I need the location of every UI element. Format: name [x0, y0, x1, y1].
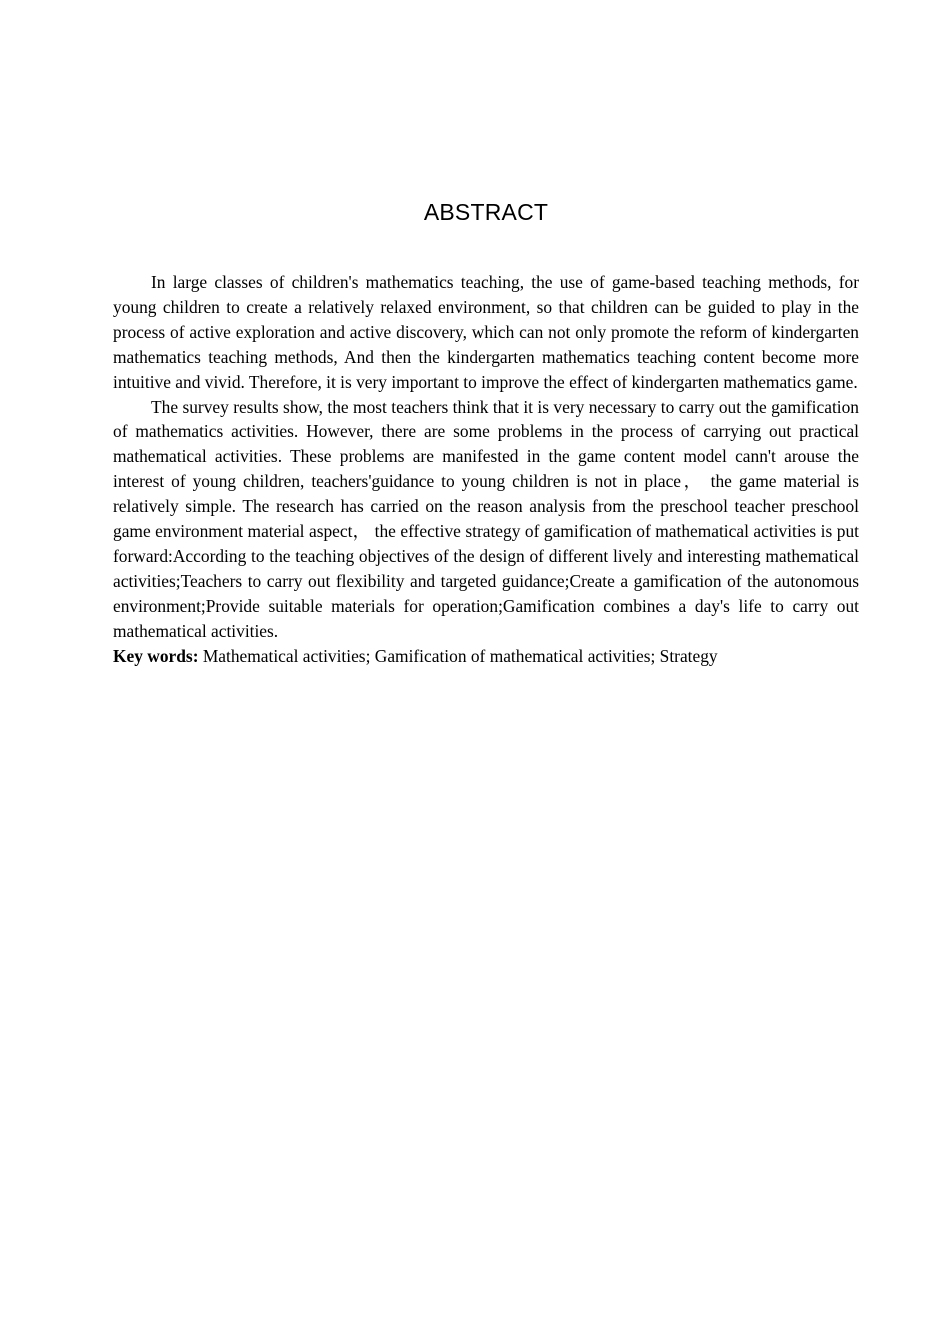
abstract-paragraph-2: The survey results show, the most teachers think that it is very necessary to carry out the gamification of mathematics activities. However, there are some problems in the process of carrying out practical mathematical activities. These problems are manifested in the game content model cann't arouse the interest of young children, teachers'guidance to young children is not in place， the game material is relatively simple. The research has carried on the reason analysis from the preschool teacher preschool game environment material aspect， the effective strategy of gamification of mathematical activities is put forward:According to the teaching objectives of the design of different lively and interesting mathematical activities;Teachers to carry out flexibility and targeted guidance;Create a gamification of the autonomous environment;Provide suitable materials for operation;Gamification combines a day's life to carry out mathematical activities.: [113, 396, 859, 641]
keywords-line: [113, 644, 859, 669]
keywords-label: Key words:: [113, 645, 199, 666]
abstract-title: ABSTRACT: [423, 199, 549, 225]
abstract-body: [113, 270, 859, 669]
keywords-text: Mathematical activities; Gamification of mathematical activities; Strategy: [198, 645, 718, 666]
abstract-paragraph-1: In large classes of children's mathematics teaching, the use of game-based teaching methods, for young children to create a relatively relaxed environment, so that children can be guided to play in the process of active exploration and active discovery, which can not only promote the reform of kindergarten mathematics teaching methods, And then the kindergarten mathematics teaching content become more intuitive and vivid. Therefore, it is very important to improve the effect of kindergarten mathematics game.: [113, 272, 859, 392]
